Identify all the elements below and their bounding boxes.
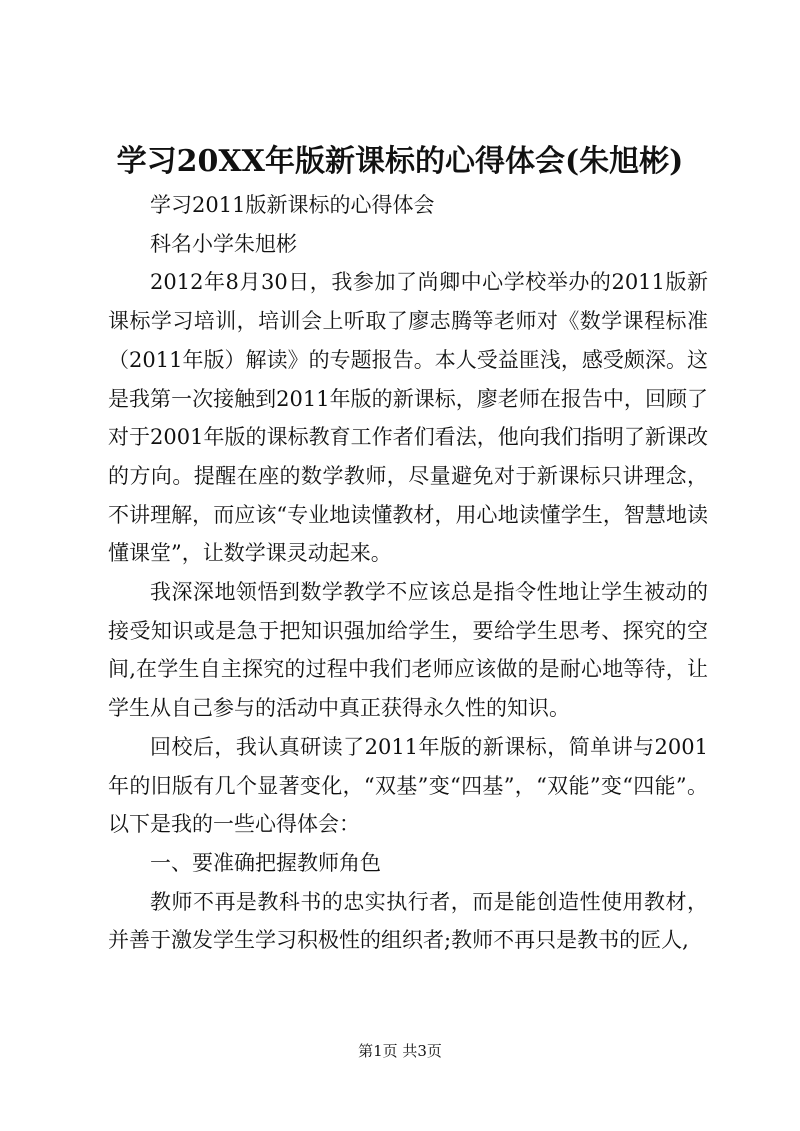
- document-body: [108, 186, 708, 960]
- subtitle-paragraph: 学习2011版新课标的心得体会: [150, 193, 435, 217]
- body-paragraph: 回校后，我认真研读了2011年版的新课标，简单讲与2001年的旧版有几个显著变化，“双基”变“四基”，“双能”变“四能”。以下是我的一些心得体会：: [108, 734, 708, 837]
- body-paragraph: 教师不再是教科书的忠实执行者，而是能创造性使用教材，并善于激发学生学习积极性的组织者;教师不再只是教书的匠人,: [108, 889, 708, 953]
- page-number-footer: 第1页 共3页: [358, 1042, 442, 1060]
- body-paragraph: 我深深地领悟到数学教学不应该总是指令性地让学生被动的接受知识或是急于把知识强加给学生，要给学生思考、探究的空间,在学生自主探究的过程中我们老师应该做的是耐心地等待，让学生从自己参与的活动中真正获得永久性的知识。: [108, 580, 708, 721]
- document-title: 学习20XX年版新课标的心得体会(朱旭彬): [116, 144, 684, 179]
- body-paragraph: 2012年8月30日，我参加了尚卿中心学校举办的2011版新课标学习培训，培训会上听取了廖志腾等老师对《数学课程标准（2011年版）解读》的专题报告。本人受益匪浅，感受颇深。这是我第一次接触到2011年版的新课标，廖老师在报告中，回顾了对于2001年版的课标教育工作者们看法，他向我们指明了新课改的方向。提醒在座的数学教师，尽量避免对于新课标只讲理念，不讲理解，而应该“专业地读懂教材，用心地读懂学生，智慧地读懂课堂”，让数学课灵动起来。: [108, 270, 708, 566]
- author-paragraph: 科名小学朱旭彬: [150, 231, 297, 256]
- section-heading: 一、要准确把握教师角色: [150, 850, 381, 875]
